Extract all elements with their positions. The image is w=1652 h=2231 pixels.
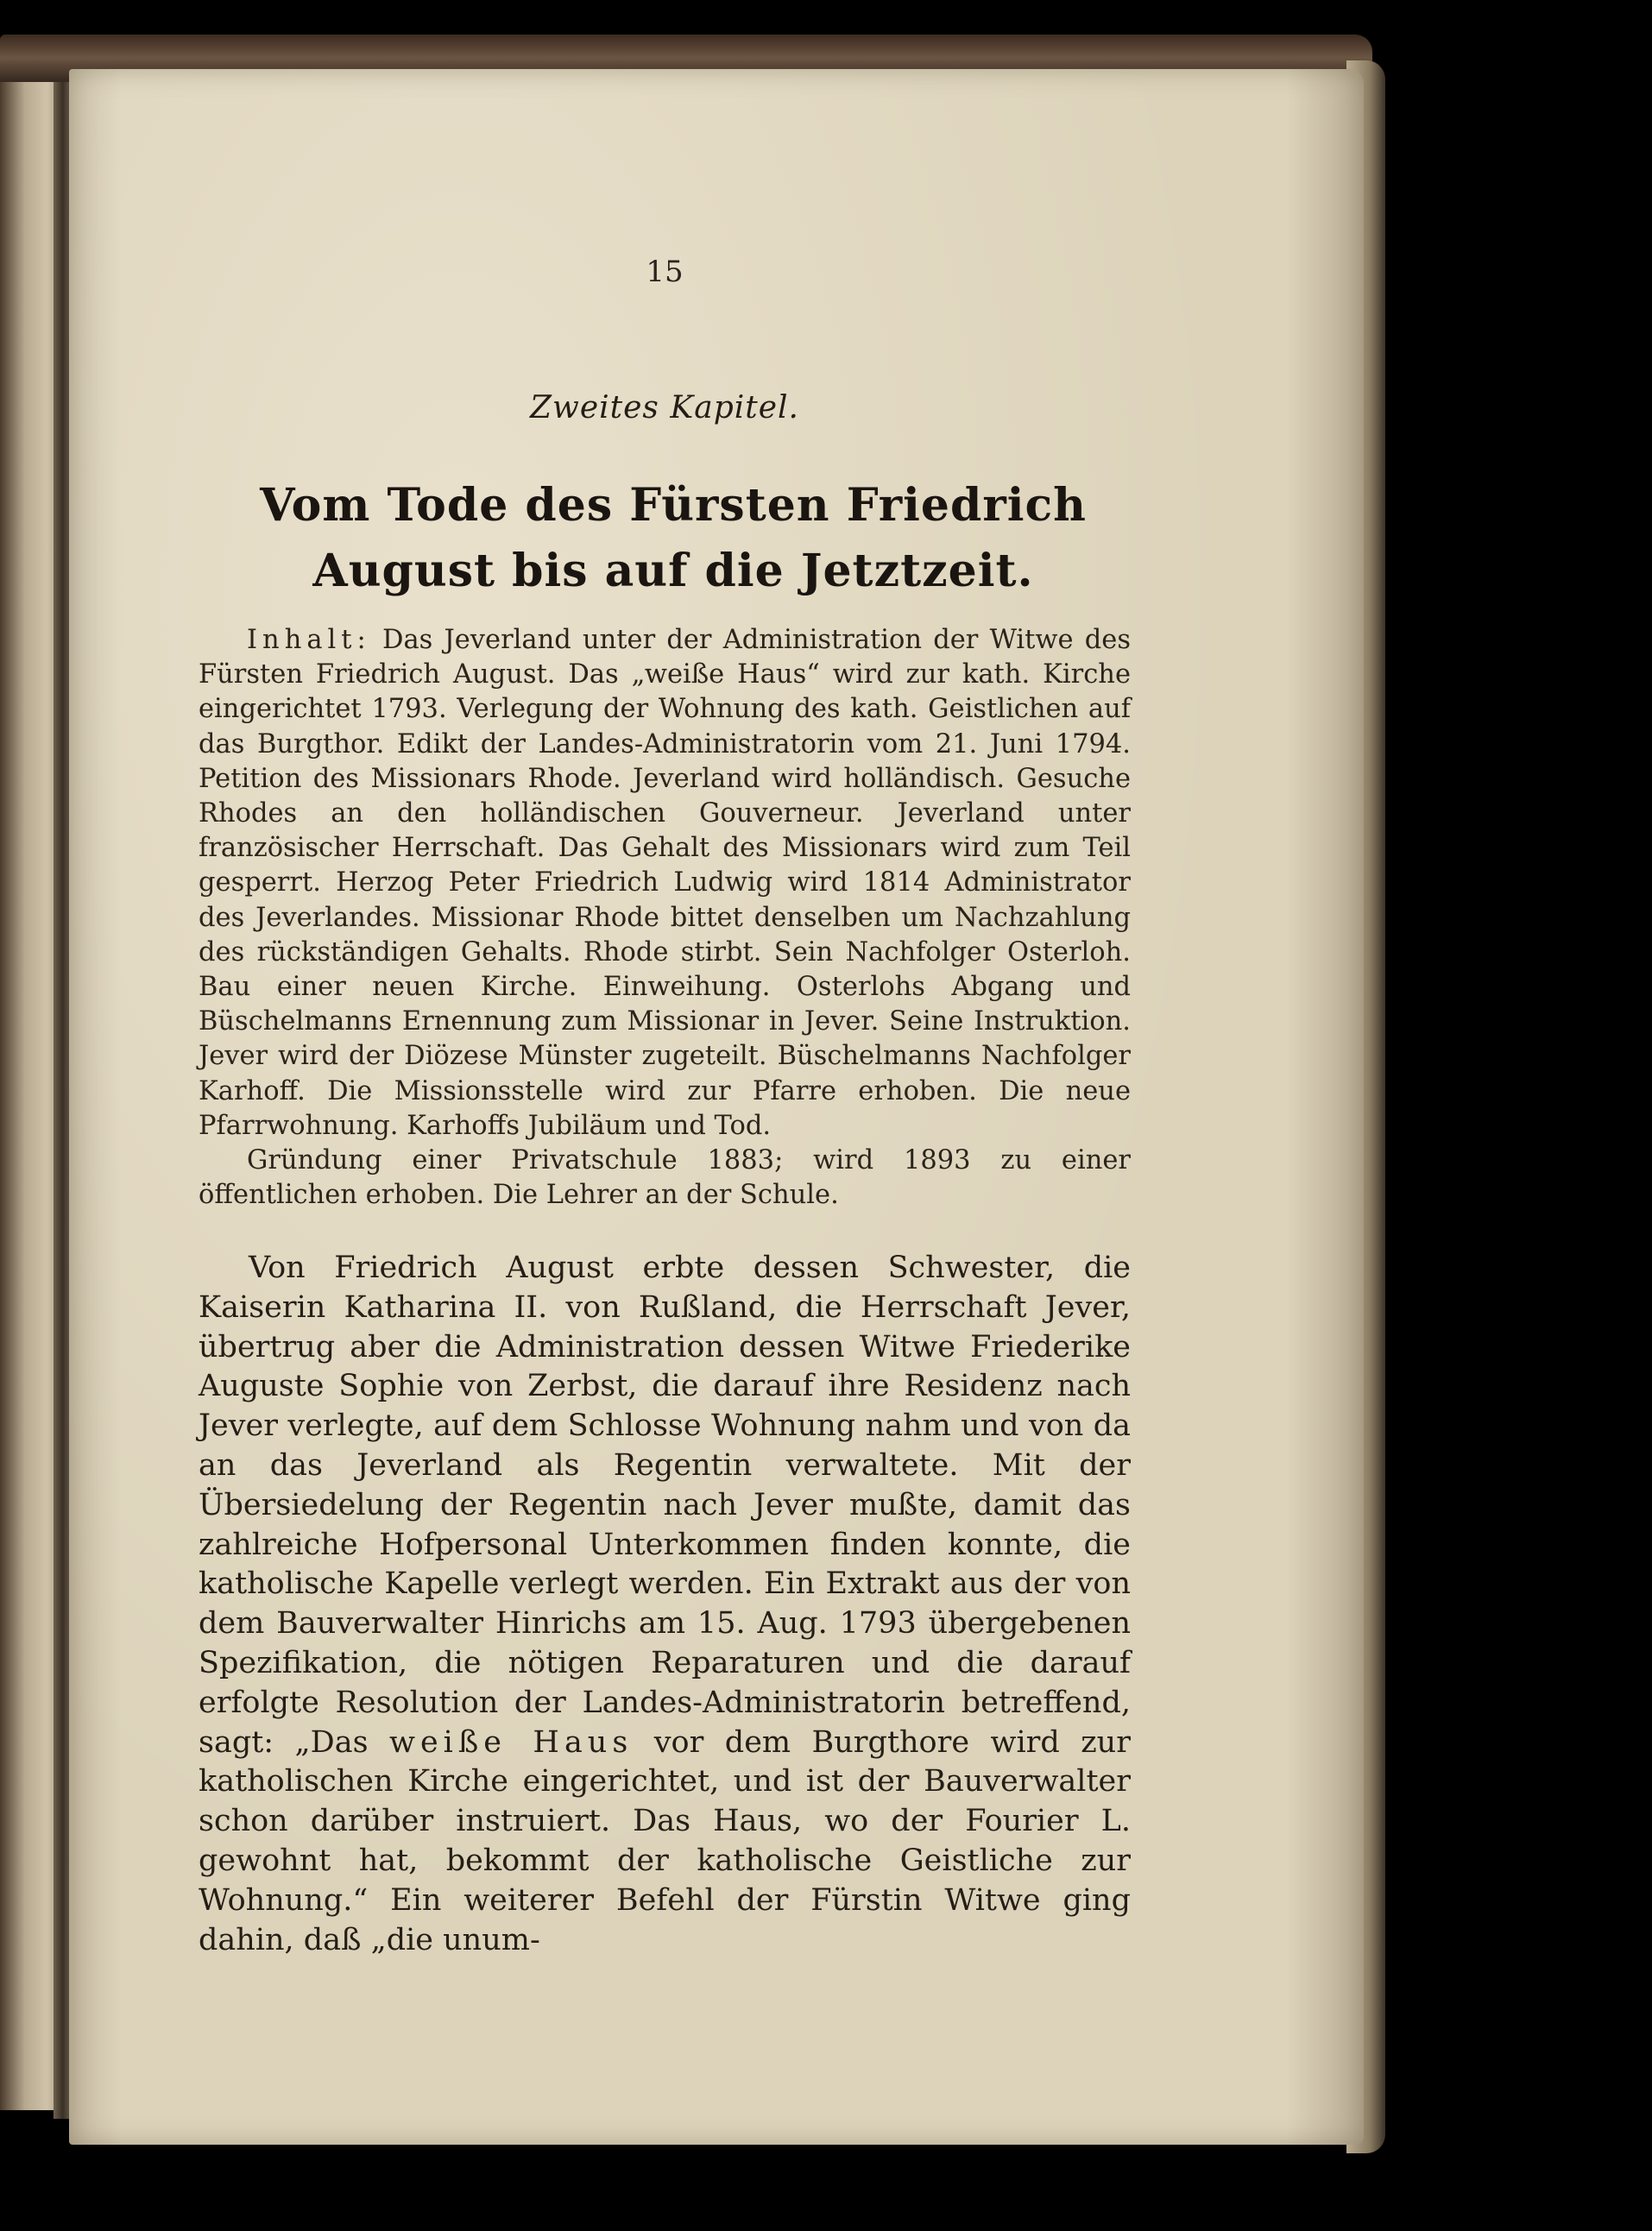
spaced-emphasis: weiße Haus <box>389 1724 634 1760</box>
page-number: 15 <box>646 255 684 289</box>
summary-lead: Inhalt: <box>247 625 371 655</box>
body-text-part-2: vor dem Burgthore wird zur katholischen Kirche eingerichtet, und ist der Bauverwalter schon darüber instruiert. Das Haus, wo der Fourier L. gewohnt hat, bekommt der katholische Geistliche zur Wohnung.“ Ein weiterer Befehl der Fürstin Witwe ging dahin, daß „die unum- <box>199 1724 1131 1957</box>
summary-paragraph-2: Gründung einer Privatschule 1883; wird 1893 zu einer öffentlichen erhoben. Die Lehrer an der Schule. <box>199 1145 1131 1211</box>
summary-text: Das Jeverland unter der Administration der Witwe des Fürsten Friedrich August. Das „weiße Haus“ wird zur kath. Kirche eingerichtet 1793. Verlegung der Wohnung des kath. Geistlichen auf das Burgthor. Edikt der Landes-Administratorin vom 21. Juni 1794. Petition des Missionars Rhode. Jeverland wird holländisch. Gesuche Rhodes an den holländischen Gouverneur. Jeverland unter französischer Herrschaft. Das Gehalt des Missionars wird zum Teil gesperrt. Herzog Peter Friedrich Ludwig wird 1814 Administrator des Jeverlandes. Missionar Rhode bittet denselben um Nachzahlung des rückständigen Gehalts. Rhode stirbt. Sein Nachfolger Osterloh. Bau einer neuen Kirche. Einweihung. Osterlohs Abgang und Büschelmanns Ernennung zum Missionar in Jever. Seine Instruktion. Jever wird der Diözese Münster zugeteilt. Büschelmanns Nachfolger Karhoff. Die Missionsstelle wird zur Pfarre erhoben. Die neue Pfarrwohnung. Karhoffs Jubiläum und Tod. <box>199 625 1131 1141</box>
summary-paragraph <box>199 623 1131 1144</box>
chapter-summary <box>199 623 1131 1213</box>
chapter-label: Zweites Kapitel. <box>530 390 799 425</box>
chapter-title: Vom Tode des Fürsten Friedrich August bis auf die Jetztzeit. <box>260 479 1087 597</box>
body-text <box>199 1249 1131 1960</box>
body-text-part-1: Von Friedrich August erbte dessen Schwester, die Kaiserin Katharina II. von Rußland, die Herrschaft Jever, übertrug aber die Administration dessen Witwe Friederike Auguste Sophie von Zerbst, die darauf ihre Residenz nach Jever verlegte, auf dem Schlosse Wohnung nahm und von da an das Jeverland als Regentin verwaltete. Mit der Übersiedelung der Regentin nach Jever mußte, damit das zahlreiche Hofpersonal Unterkommen finden konnte, die katholische Kapelle verlegt werden. Ein Extrakt aus der von dem Bauverwalter Hinrichs am 15. Aug. 1793 übergebenen Spezifikation, die nötigen Reparaturen und die darauf erfolgte Resolution der Landes-Administratorin betreffend, sagt: „Das <box>199 1251 1131 1760</box>
body-paragraph <box>199 1249 1131 1960</box>
